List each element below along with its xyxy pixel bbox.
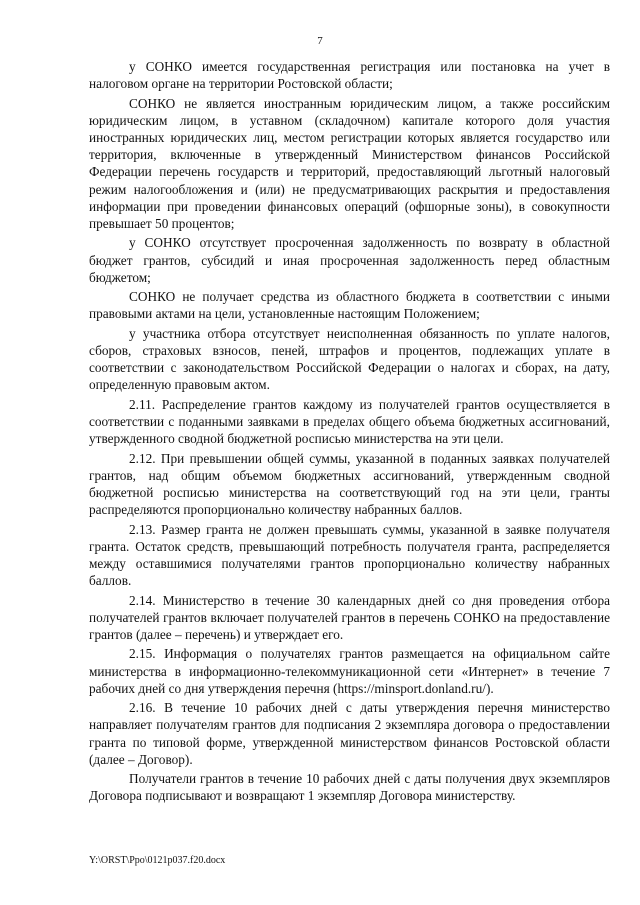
paragraph-2-15: 2.15. Информация о получателях грантов размещается на официальном сайте министерства в информационно-телекоммуникационной сети «Интернет» в течение 7 рабочих дней со дня утверждения перечня (https://minsport.donland.ru/). <box>89 646 610 696</box>
page-number: 7 <box>317 35 323 47</box>
paragraph-2-12: 2.12. При превышении общей суммы, указанной в поданных заявках получателей грантов, над общим объемом бюджетных ассигнований, утвержденным сводной бюджетной росписью министерства на соответствующий год на эти цели, гранты распределяются пропорционально количеству набранных баллов. <box>89 450 610 518</box>
footer-file-path: Y:\ORST\Ppo\0121p037.f20.docx <box>89 855 226 866</box>
paragraph-return-contract: Получатели грантов в течение 10 рабочих дней с даты получения двух экземпляров Договора подписывают и возвращают 1 экземпляр Договора министерству. <box>89 771 610 804</box>
paragraph-2-16: 2.16. В течение 10 рабочих дней с даты утверждения перечня министерство направляет получателям грантов для подписания 2 экземпляра договора о предоставлении гранта по типовой форме, утвержденной министерством финансов Ростовской области (далее – Договор). <box>89 700 610 767</box>
paragraph-2-14: 2.14. Министерство в течение 30 календарных дней со дня проведения отбора получателей грантов включает получателей грантов в перечень СОНКО на предоставление грантов (далее – перечень) и утверждает его. <box>89 592 610 642</box>
paragraph-2-13: 2.13. Размер гранта не должен превышать суммы, указанной в заявке получателя гранта. Остаток средств, превышающий потребность получателя гранта, распределяется между оставшимися получателями грантов пропорционально количеству набранных баллов. <box>89 521 610 589</box>
paragraph-registration: у СОНКО имеется государственная регистрация или постановка на учет в налоговом органе на территории Ростовской области; <box>89 59 610 92</box>
paragraph-2-11: 2.11. Распределение грантов каждому из получателей грантов осуществляется в соответствии с поданными заявками в пределах общего объема бюджетных ассигнований, утвержденного сводной бюджетной росписью министерства на эти цели. <box>89 396 610 447</box>
document-body <box>89 58 610 807</box>
paragraph-no-other-budget-funds: СОНКО не получает средства из областного бюджета в соответствии с иными правовыми актами на цели, установленные настоящим Положением; <box>89 289 610 322</box>
paragraph-no-tax-arrears: у участника отбора отсутствует неисполненная обязанность по уплате налогов, сборов, страховых взносов, пеней, штрафов и процентов, подлежащих уплате в соответствии с законодательством Российской Федерации о налогах и сборах, на дату, определенную правовым актом. <box>89 325 610 393</box>
paragraph-not-foreign-entity: СОНКО не является иностранным юридическим лицом, а также российским юридическим лицом, в уставном (складочном) капитале которого доля участия иностранных юридических лиц, местом регистрации которых является государство или территория, включенные в утвержденный Министерством финансов Российской Федерации перечень государств и территорий, предоставляющий льготный налоговый режим налогообложения и (или) не предусматривающих раскрытия и предоставления информации при проведении финансовых операций (офшорные зоны), в совокупности превышает 50 процентов; <box>89 95 610 232</box>
paragraph-no-overdue-debt: у СОНКО отсутствует просроченная задолженность по возврату в областной бюджет грантов, субсидий и иная просроченная задолженность перед областным бюджетом; <box>89 235 610 285</box>
